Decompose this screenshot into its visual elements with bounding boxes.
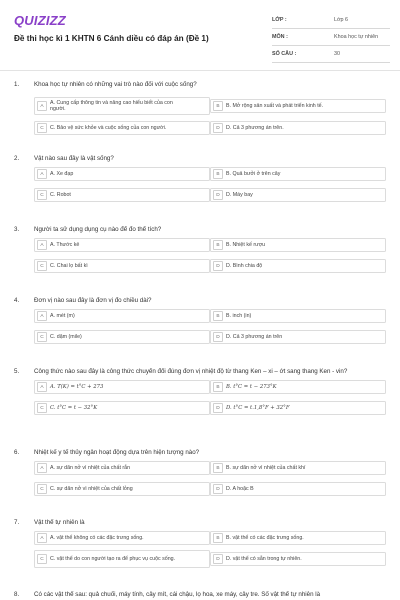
option-text: B. vật thể có các đặc trưng sống.: [226, 534, 304, 541]
question-number: 3.: [14, 225, 20, 233]
option-text: D. vật thể có sẵn trong tự nhiên.: [226, 555, 302, 562]
meta-key: SỐ CÂU :: [272, 51, 297, 57]
option-d[interactable]: [210, 188, 386, 202]
option-letter: C: [37, 261, 47, 271]
option-letter: D: [213, 332, 223, 342]
question-5: [14, 366, 392, 411]
option-letter: D: [213, 261, 223, 271]
question-text: Nhiệt kế y tế thủy ngân hoạt động dựa trên hiện tượng nào?: [34, 448, 200, 456]
meta-row-class: [272, 12, 390, 29]
option-letter: D: [213, 190, 223, 200]
question-text: Người ta sử dụng dụng cụ nào để đo thể tích?: [34, 225, 162, 233]
option-text: C. Chai lọ bất kì: [50, 262, 88, 269]
meta-value: Khoa học tự nhiên: [334, 34, 379, 40]
meta-value: Lớp 6: [334, 17, 349, 23]
question-number: 5.: [14, 367, 20, 375]
option-text: A. T(K) = t°C + 273: [50, 383, 104, 390]
option-text: D. t°C = t.1,8°F + 32°F: [226, 404, 290, 411]
option-a[interactable]: [34, 461, 210, 475]
option-b[interactable]: [210, 309, 386, 323]
question-1: [14, 79, 392, 131]
option-letter: C: [37, 190, 47, 200]
option-letter: B: [213, 463, 223, 473]
option-c[interactable]: [34, 121, 210, 135]
option-letter: C: [37, 484, 47, 494]
option-letter: A: [37, 240, 47, 250]
option-a[interactable]: [34, 238, 210, 252]
option-c[interactable]: [34, 259, 210, 273]
option-letter: C: [37, 332, 47, 342]
option-text: A. Thước kẻ: [50, 241, 80, 248]
option-letter: C: [37, 554, 47, 564]
option-d[interactable]: [210, 401, 386, 415]
option-text: B. Quả bưởi ở trên cây: [226, 170, 281, 177]
option-d[interactable]: [210, 121, 386, 135]
option-text: C. Bảo vệ sức khỏe và cuộc sống của con người.: [50, 124, 167, 131]
meta-row-count: [272, 46, 390, 63]
question-2: [14, 153, 392, 198]
option-text: D. Cả 3 phương án trên.: [226, 124, 284, 131]
question-number: 2.: [14, 154, 20, 162]
question-8: [14, 589, 392, 599]
meta-key: LỚP :: [272, 17, 287, 23]
option-letter: B: [213, 101, 223, 111]
question-text: Vật thể tự nhiên là: [34, 518, 85, 526]
option-d[interactable]: [210, 259, 386, 273]
option-letter: D: [213, 484, 223, 494]
option-text: D. Cả 3 phương án trên: [226, 333, 283, 340]
option-text: C. dặm (mile): [50, 333, 82, 340]
meta-row-subject: [272, 29, 390, 46]
option-text: D. Bình chia độ: [226, 262, 263, 269]
question-number: 1.: [14, 80, 20, 88]
question-4: [14, 295, 392, 340]
option-letter: A: [37, 382, 47, 392]
option-text: C. t°C = t − 32°K: [50, 404, 98, 411]
question-text: Vật nào sau đây là vật sống?: [34, 154, 114, 162]
question-number: 6.: [14, 448, 20, 456]
option-text: A. sự dãn nở vì nhiệt của chất rắn: [50, 464, 131, 471]
option-text: C. Robot: [50, 191, 71, 198]
logo-text: QUIZIZZ: [14, 12, 66, 28]
option-letter: C: [37, 123, 47, 133]
option-d[interactable]: [210, 482, 386, 496]
option-c[interactable]: [34, 188, 210, 202]
option-a[interactable]: [34, 531, 210, 545]
option-letter: B: [213, 382, 223, 392]
option-letter: A: [37, 101, 47, 111]
question-number: 4.: [14, 296, 20, 304]
option-text: B. inch (in): [226, 312, 252, 319]
question-text: Đơn vị nào sau đây là đơn vị đo chiều dài?: [34, 296, 152, 304]
option-text: B. t°C = t − 273°K: [226, 383, 277, 390]
option-b[interactable]: [210, 238, 386, 252]
meta-key: MÔN :: [272, 34, 288, 40]
option-letter: A: [37, 463, 47, 473]
option-c[interactable]: [34, 401, 210, 415]
question-3: [14, 224, 392, 269]
option-c[interactable]: [34, 550, 210, 568]
option-text: C. vật thể do con người tạo ra để phục vụ cuộc sống.: [50, 555, 176, 562]
option-letter: D: [213, 554, 223, 564]
question-number: 7.: [14, 518, 20, 526]
option-b[interactable]: [210, 167, 386, 181]
option-a[interactable]: [34, 380, 210, 394]
option-letter: B: [213, 311, 223, 321]
document-title: Đề thi học kì 1 KHTN 6 Cánh diều có đáp án (Đề 1): [14, 34, 209, 43]
option-letter: D: [213, 123, 223, 133]
option-b[interactable]: [210, 461, 386, 475]
option-text: D. A hoặc B: [226, 485, 254, 492]
option-d[interactable]: [210, 330, 386, 344]
option-text: B. sự dãn nở vì nhiệt của chất khí: [226, 464, 306, 471]
option-text: B. Mở rộng sản xuất và phát triển kinh tế.: [226, 102, 324, 109]
question-text: Có các vật thể sau: quả chuối, máy tính, cây mít, cái chậu, lọ hoa, xe máy, cây tre. Số vật thể tự nhiên là: [34, 590, 321, 598]
question-6: [14, 447, 392, 492]
option-c[interactable]: [34, 482, 210, 496]
option-letter: D: [213, 403, 223, 413]
option-letter: B: [213, 533, 223, 543]
option-letter: B: [213, 240, 223, 250]
option-letter: C: [37, 403, 47, 413]
option-b[interactable]: [210, 380, 386, 394]
option-b[interactable]: [210, 99, 386, 113]
option-a[interactable]: [34, 309, 210, 323]
question-number: 8.: [14, 590, 20, 598]
option-d[interactable]: [210, 552, 386, 566]
header-divider: [0, 70, 400, 71]
question-text: Khoa học tự nhiên có những vai trò nào đối với cuộc sống?: [34, 80, 197, 88]
option-text: A. vật thể không có các đặc trưng sống.: [50, 534, 144, 541]
option-letter: A: [37, 169, 47, 179]
option-text: A. Xe đạp: [50, 170, 74, 177]
option-a[interactable]: [34, 167, 210, 181]
option-text: A. Cung cấp thông tin và nâng cao hiểu biết của con người.: [50, 99, 173, 112]
meta-table: [272, 12, 390, 63]
option-text: B. Nhiệt kế rượu: [226, 241, 266, 248]
option-letter: A: [37, 311, 47, 321]
option-a[interactable]: [34, 97, 210, 115]
question-7: [14, 517, 392, 562]
option-letter: B: [213, 169, 223, 179]
meta-value: 30: [334, 51, 340, 57]
option-b[interactable]: [210, 531, 386, 545]
question-text: Công thức nào sau đây là công thức chuyển đổi đúng đơn vị nhiệt độ từ thang Ken – xi – ớt sang thang Ken - vin?: [34, 367, 348, 375]
quizizz-logo: [14, 13, 66, 27]
option-text: A. mét (m): [50, 312, 75, 319]
option-letter: A: [37, 533, 47, 543]
option-text: C. sự dãn nở vì nhiệt của chất lỏng: [50, 485, 133, 492]
option-text: D. Máy bay: [226, 191, 253, 198]
option-c[interactable]: [34, 330, 210, 344]
